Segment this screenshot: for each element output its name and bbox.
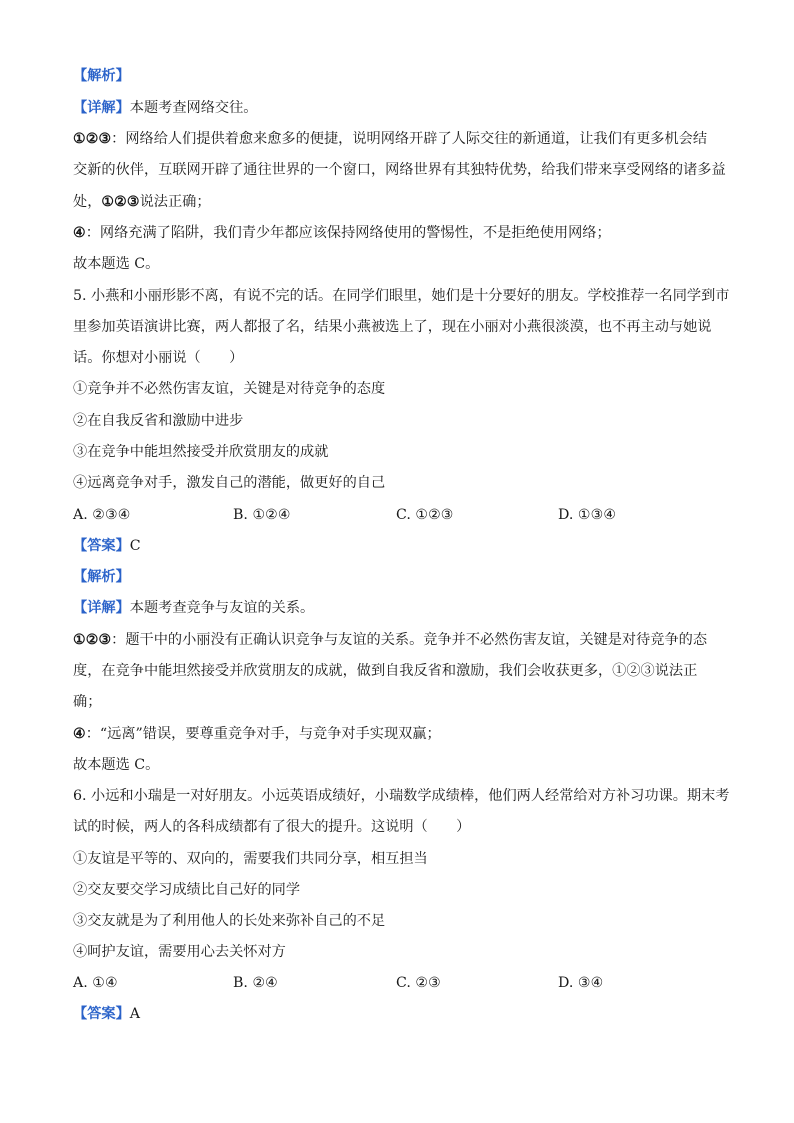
explanation-line	[73, 223, 733, 243]
statement-item: ②交友要交学习成绩比自己好的同学	[73, 882, 301, 898]
option-marks: ①②③	[73, 632, 112, 648]
answer-value: C	[129, 538, 141, 554]
explanation-text: 交新的伙伴，互联网开辟了通往世界的一个窗口，网络世界有其独特优势，给我们带来享受网络的诸多益	[73, 162, 726, 178]
explanation-line	[73, 129, 733, 149]
explanation-text: ：“远离”错误，要尊重竞争对手，与竞争对手实现双赢；	[85, 726, 441, 742]
detail-text: 本题考查竞争与友谊的关系。	[129, 600, 315, 616]
detail-label: 【详解】	[73, 600, 130, 616]
option-marks: ④	[73, 225, 86, 241]
answer-label: 【答案】	[73, 1006, 130, 1022]
statement-item: ③交友就是为了利用他人的长处来弥补自己的不足	[73, 913, 386, 929]
question-stem: 话。你想对小丽说（ ）	[73, 350, 244, 366]
conclusion: 故本题选 C。	[73, 757, 160, 773]
explanation-line	[73, 630, 733, 650]
option-marks: ①②③	[73, 131, 112, 147]
detail-text: 本题考查网络交往。	[129, 100, 258, 116]
option-c: C. ①②③	[396, 507, 454, 523]
option-d: D. ①③④	[558, 507, 617, 523]
option-b: B. ①②④	[233, 507, 291, 523]
statement-item: ①友谊是平等的、双向的，需要我们共同分享，相互担当	[73, 851, 428, 867]
explanation-text: ：题干中的小丽没有正确认识竞争与友谊的关系。竞争并不必然伤害友谊，关键是对待竞争的态	[111, 632, 708, 648]
analysis-label: 【解析】	[73, 68, 130, 84]
option-a: A. ①④	[73, 975, 118, 991]
option-b: B. ②④	[233, 975, 278, 991]
analysis-heading	[73, 567, 733, 587]
option-marks: ④	[73, 726, 86, 742]
conclusion: 故本题选 C。	[73, 256, 160, 272]
option-d: D. ③④	[558, 975, 604, 991]
answer-line	[73, 1004, 733, 1024]
statement-item: ②在自我反省和激励中进步	[73, 413, 244, 429]
detail-label: 【详解】	[73, 100, 130, 116]
explanation-line	[73, 160, 733, 180]
explanation-text: 处，	[73, 194, 102, 210]
explanation-text: ：网络充满了陷阱，我们青少年都应该保持网络使用的警惕性，不是拒绝使用网络；	[85, 225, 611, 241]
statement-item: ④呵护友谊，需要用心去关怀对方	[73, 944, 286, 960]
analysis-label: 【解析】	[73, 569, 130, 585]
explanation-line: 确；	[73, 694, 102, 710]
explanation-line	[73, 192, 733, 212]
question-stem: 里参加英语演讲比赛，两人都报了名，结果小燕被选上了，现在小丽对小燕很淡漠，也不再主动与她说	[73, 319, 712, 335]
answer-label: 【答案】	[73, 538, 130, 554]
explanation-line: 度，在竞争中能坦然接受并欣赏朋友的成就，做到自我反省和激励，我们会收获更多，①②③说法正	[73, 663, 698, 679]
explanation-text: ：网络给人们提供着愈来愈多的便捷，说明网络开辟了人际交往的新通道，让我们有更多机会结	[111, 131, 708, 147]
explanation-text: 说法正确；	[139, 194, 211, 210]
answer-value: A	[129, 1006, 141, 1022]
detail-line	[73, 598, 733, 618]
option-a: A. ②③④	[73, 507, 131, 523]
question-stem: 试的时候，两人的各科成绩都有了很大的提升。这说明（ ）	[73, 819, 471, 835]
option-marks: ①②③	[101, 194, 140, 210]
detail-line	[73, 98, 733, 118]
question-stem: 5. 小燕和小丽形影不离，有说不完的话。在同学们眼里，她们是十分要好的朋友。学校推荐一名同学到市	[73, 288, 730, 304]
question-stem: 6. 小远和小瑞是一对好朋友。小远英语成绩好，小瑞数学成绩棒，他们两人经常给对方补习功课。期末考	[73, 788, 730, 804]
statement-item: ①竞争并不必然伤害友谊，关键是对待竞争的态度	[73, 381, 386, 397]
explanation-line	[73, 724, 733, 744]
statement-item: ④远离竞争对手，激发自己的潜能，做更好的自己	[73, 475, 386, 491]
answer-line	[73, 536, 733, 556]
option-c: C. ②③	[396, 975, 441, 991]
statement-item: ③在竞争中能坦然接受并欣赏朋友的成就	[73, 444, 329, 460]
analysis-heading	[73, 66, 733, 86]
